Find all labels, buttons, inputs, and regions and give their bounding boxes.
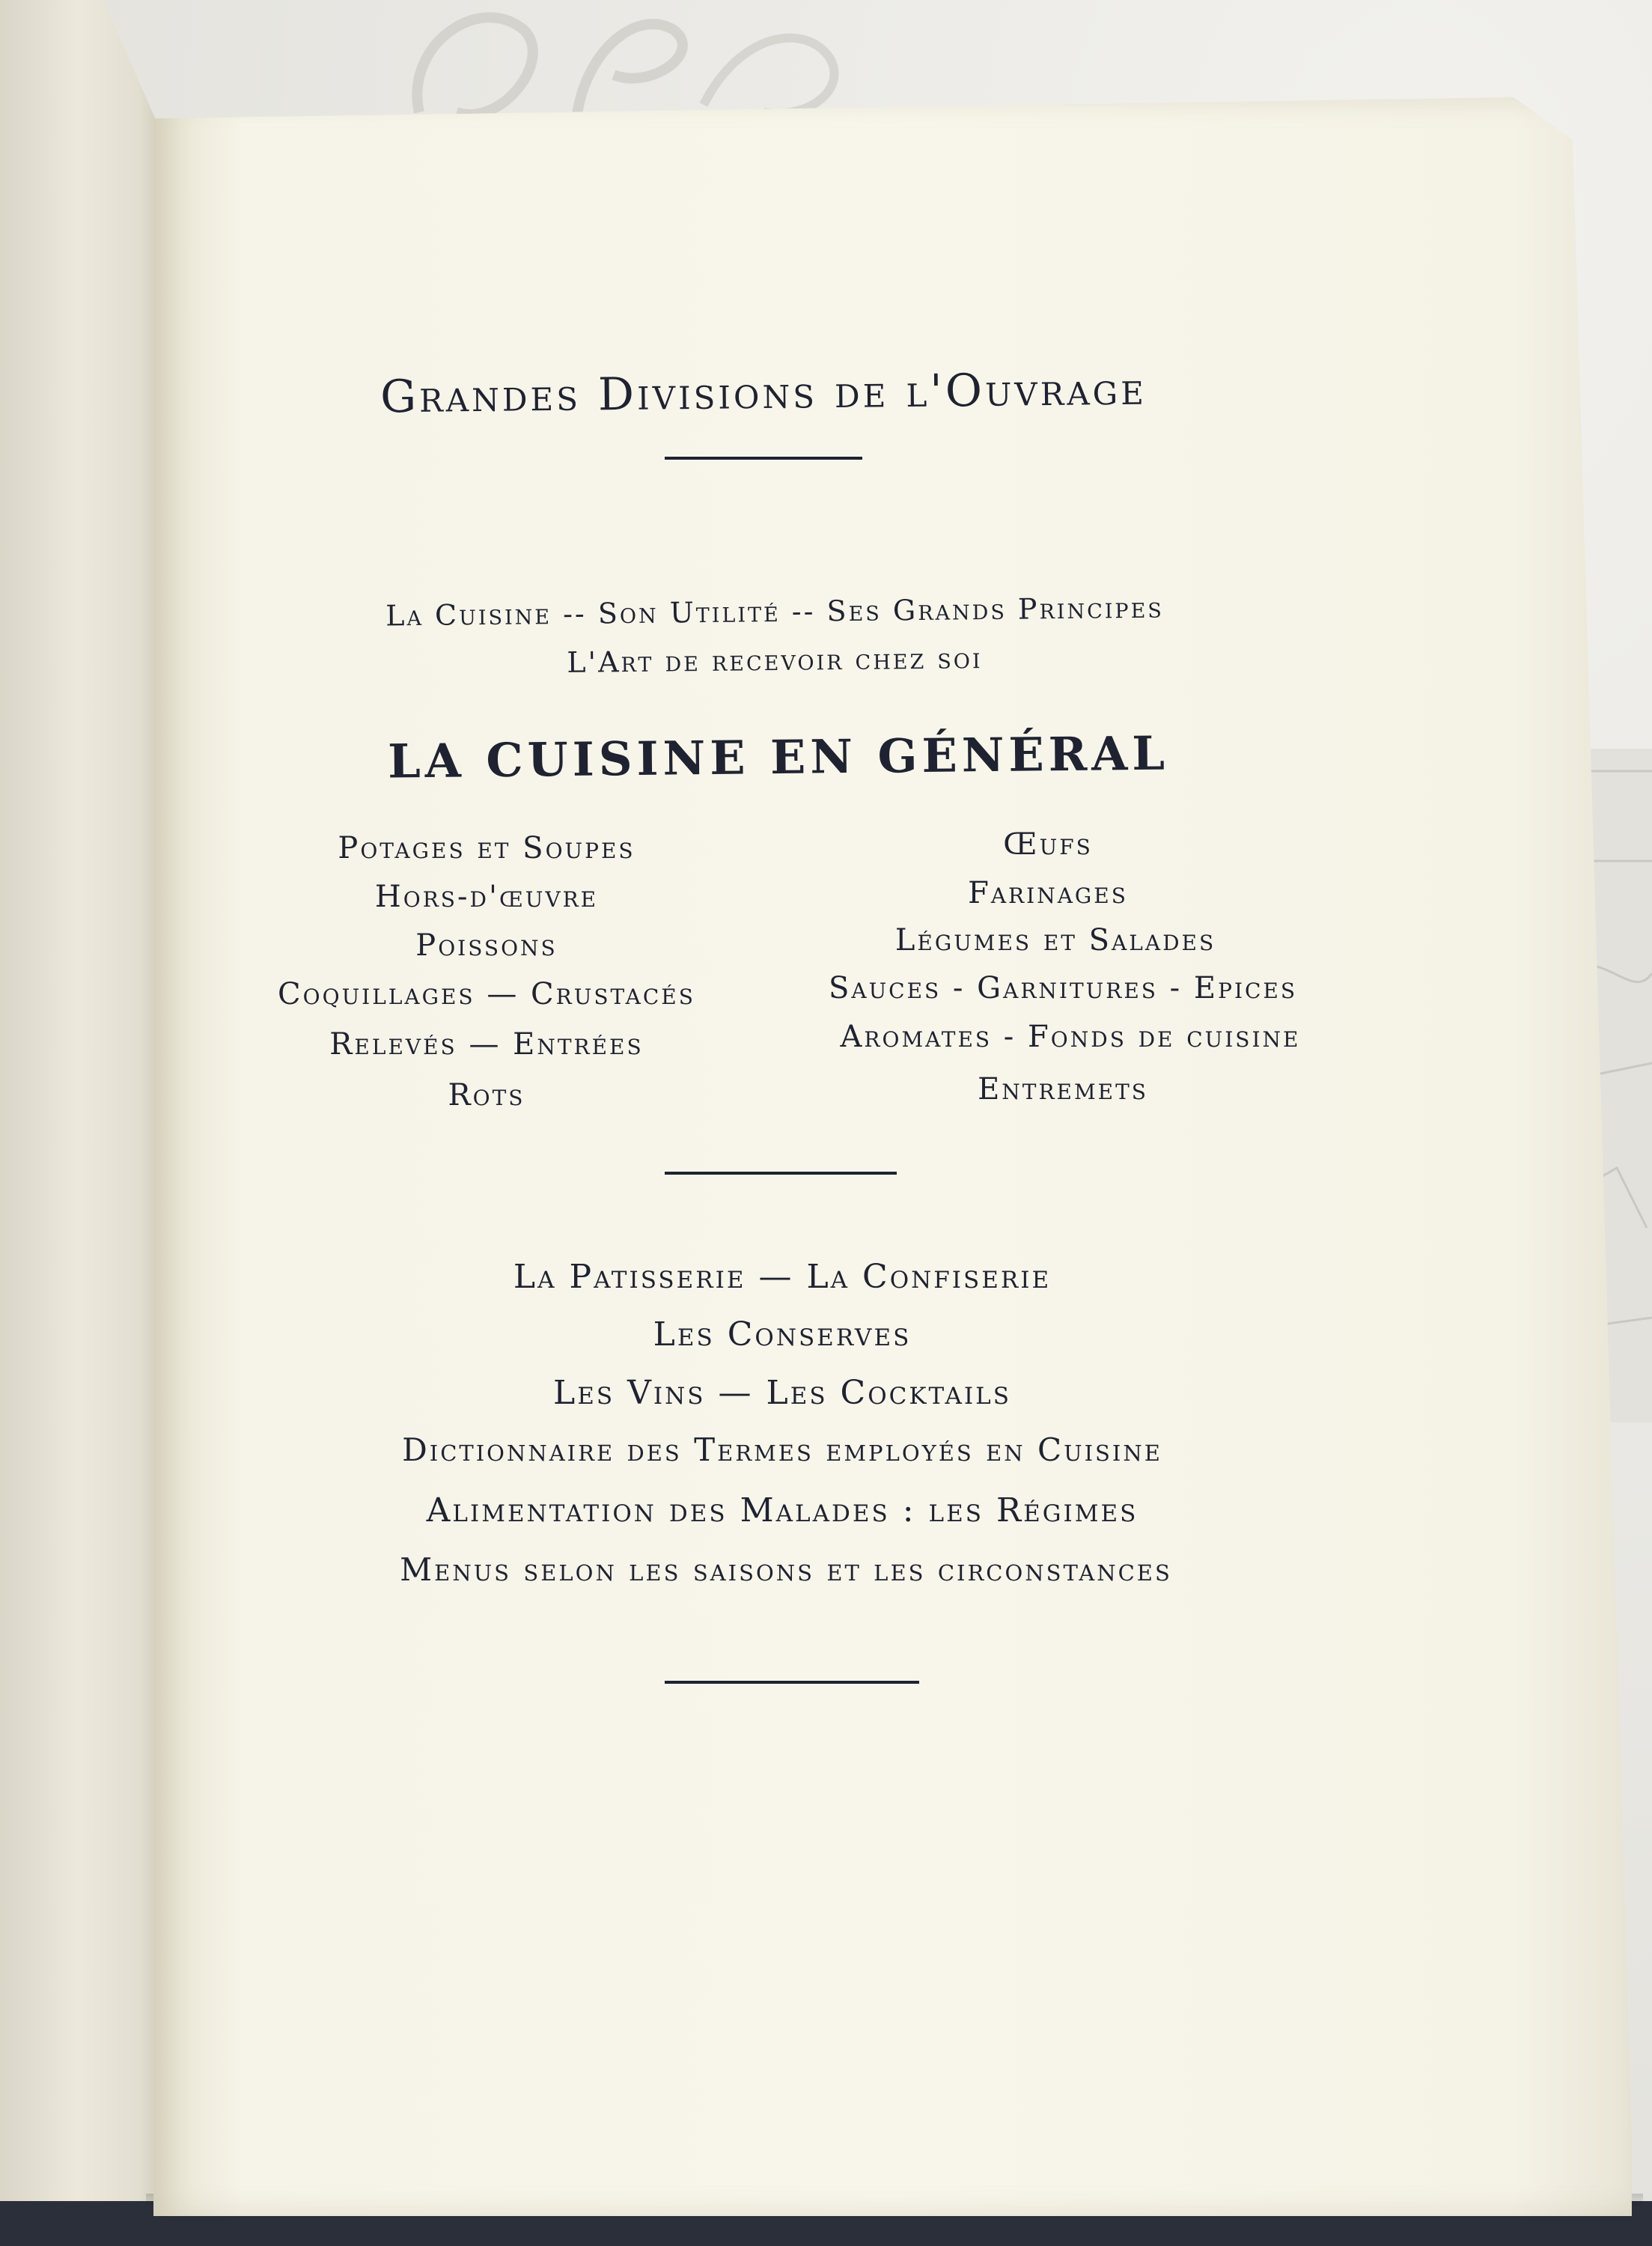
intro-line-2: L'Art de recevoir chez soi — [567, 642, 983, 679]
lower-list-item: Les Vins — Les Cocktails — [553, 1374, 1011, 1412]
lower-list-item: Menus selon les saisons et les circonstances — [400, 1551, 1172, 1588]
right-column-item: Sauces - Garnitures - Epices — [828, 971, 1298, 1005]
left-column-item: Hors-d'œuvre — [374, 880, 599, 914]
right-column-item: Légumes et Salades — [894, 923, 1216, 958]
lower-list-item: Dictionnaire des Termes employés en Cuisine — [402, 1431, 1162, 1468]
right-column-item: Entremets — [978, 1072, 1148, 1107]
section-rule — [665, 1172, 897, 1175]
intro-line-1: La Cuisine -- Son Utilité -- Ses Grands Principes — [385, 591, 1164, 633]
right-column-item: Aromates - Fonds de cuisine — [840, 1020, 1301, 1054]
left-column-item: Rots — [448, 1078, 525, 1113]
left-column-item: Relevés — Entrées — [329, 1027, 644, 1062]
left-column-item: Poissons — [415, 928, 558, 963]
left-page-edge — [0, 0, 172, 2246]
page-heading: Grandes Divisions de l'Ouvrage — [380, 362, 1147, 424]
lower-list-item: Les Conserves — [653, 1315, 912, 1354]
left-column-item: Coquillages — Crustacés — [278, 977, 695, 1011]
left-column-item: Potages et Soupes — [338, 831, 635, 865]
lower-list-item: La Patisserie — La Confiserie — [513, 1258, 1052, 1296]
section-title: LA CUISINE EN GÉNÉRAL — [387, 725, 1170, 789]
right-column-item: Farinages — [968, 876, 1128, 910]
right-column-item: Œufs — [1003, 827, 1093, 862]
closing-rule — [665, 1681, 919, 1684]
heading-rule — [665, 457, 862, 460]
lower-list-item: Alimentation des Malades : les Régimes — [426, 1491, 1139, 1530]
